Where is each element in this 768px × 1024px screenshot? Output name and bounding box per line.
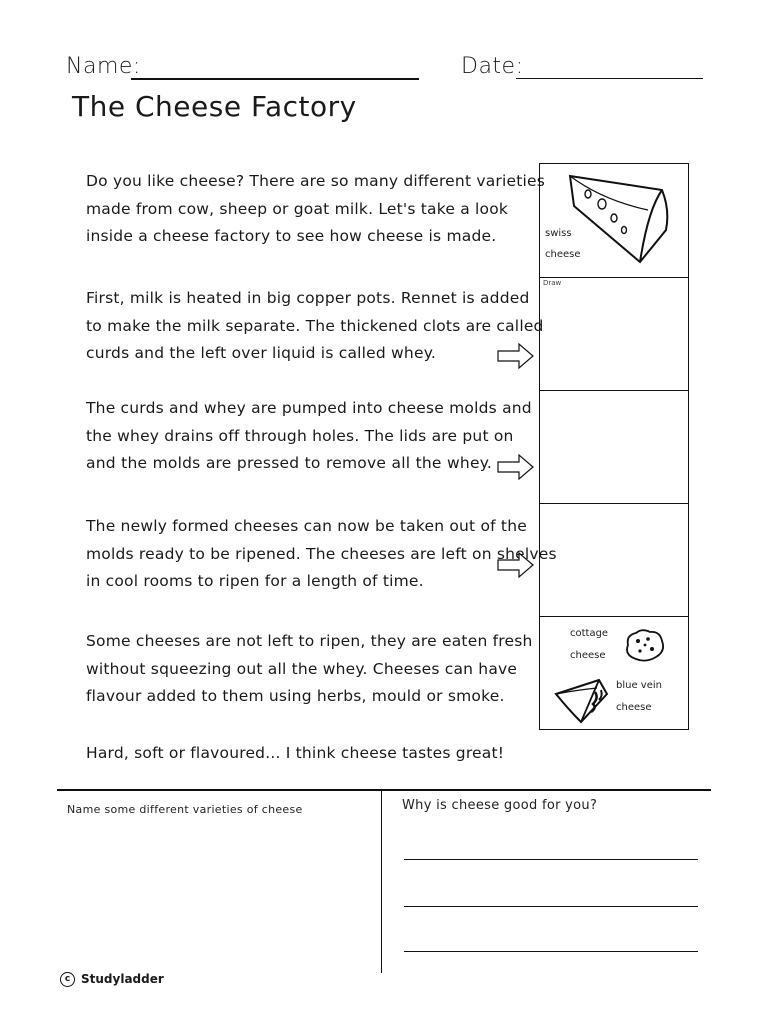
paragraph-line: The newly formed cheeses can now be taken out of the	[86, 517, 527, 535]
question-good-for-you: Why is cheese good for you?	[402, 798, 598, 813]
panel-divider	[539, 390, 689, 391]
panel-divider	[539, 277, 689, 278]
paragraph-line: without squeezing out all the whey. Cheeses can have	[86, 659, 518, 678]
answer-area-varieties[interactable]	[60, 822, 378, 970]
paragraph-ripening	[86, 513, 557, 596]
paragraph-line: made from cow, sheep or goat milk. Let's take a look	[86, 199, 509, 218]
panel-divider	[539, 503, 689, 504]
drawing-area[interactable]	[541, 279, 687, 389]
date-input-line[interactable]	[516, 78, 703, 79]
brand-logo-text: Studyladder	[81, 972, 164, 986]
paragraph-line: in cool rooms to ripen for a length of time.	[86, 572, 424, 590]
paragraph-line: The curds and whey are pumped into cheese molds and	[86, 399, 532, 417]
blue-vein-cheese-icon	[553, 676, 611, 724]
swiss-label: swiss	[545, 228, 572, 239]
paragraph-line: molds ready to be ripened. The cheeses are left on shelves	[86, 544, 557, 563]
paragraph-line: Some cheeses are not left to ripen, they are eaten fresh	[86, 632, 533, 650]
arrow-right-icon	[497, 453, 535, 481]
answer-line[interactable]	[404, 906, 698, 907]
name-input-line[interactable]	[131, 78, 419, 80]
paragraph-line: Hard, soft or flavoured... I think cheese tastes great!	[86, 744, 505, 762]
section-divider	[57, 789, 711, 791]
paragraph-line: First, milk is heated in big copper pots. Rennet is added	[86, 289, 530, 307]
swiss-label: cheese	[545, 249, 581, 260]
date-label: Date:	[461, 54, 524, 79]
cottage-label: cheese	[570, 650, 606, 661]
blue-vein-label: cheese	[616, 702, 652, 713]
draw-label: Draw	[543, 279, 562, 287]
paragraph-line: curds and the left over liquid is called whey.	[86, 344, 436, 362]
cottage-cheese-icon	[622, 627, 666, 663]
drawing-area[interactable]	[541, 392, 687, 502]
paragraph-line: flavour added to them using herbs, mould or smoke.	[86, 687, 505, 705]
paragraph-line: Do you like cheese? There are so many different varieties	[86, 172, 546, 190]
panel-divider	[539, 616, 689, 617]
answer-line[interactable]	[404, 859, 698, 860]
paragraph-heating	[86, 285, 544, 368]
paragraph-fresh	[86, 628, 533, 711]
paragraph-line: inside a cheese factory to see how cheese is made.	[86, 227, 497, 245]
paragraph-line: and the molds are pressed to remove all the whey.	[86, 454, 492, 472]
answer-line[interactable]	[404, 951, 698, 952]
blue-vein-label: blue vein	[616, 680, 662, 691]
cottage-label: cottage	[570, 628, 609, 639]
drawing-area[interactable]	[541, 505, 687, 615]
copyright-icon: c	[60, 972, 75, 987]
paragraph-molds	[86, 395, 532, 478]
arrow-right-icon	[497, 551, 535, 579]
arrow-right-icon	[497, 342, 535, 370]
question-varieties: Name some different varieties of cheese	[67, 803, 303, 816]
paragraph-line: the whey drains off through holes. The lids are put on	[86, 426, 514, 445]
column-divider	[381, 790, 382, 973]
paragraph-closing	[86, 740, 505, 768]
page-title: The Cheese Factory	[72, 90, 357, 123]
name-label: Name:	[66, 54, 141, 79]
paragraph-line: to make the milk separate. The thickened clots are called	[86, 316, 544, 335]
paragraph-intro	[86, 168, 546, 251]
